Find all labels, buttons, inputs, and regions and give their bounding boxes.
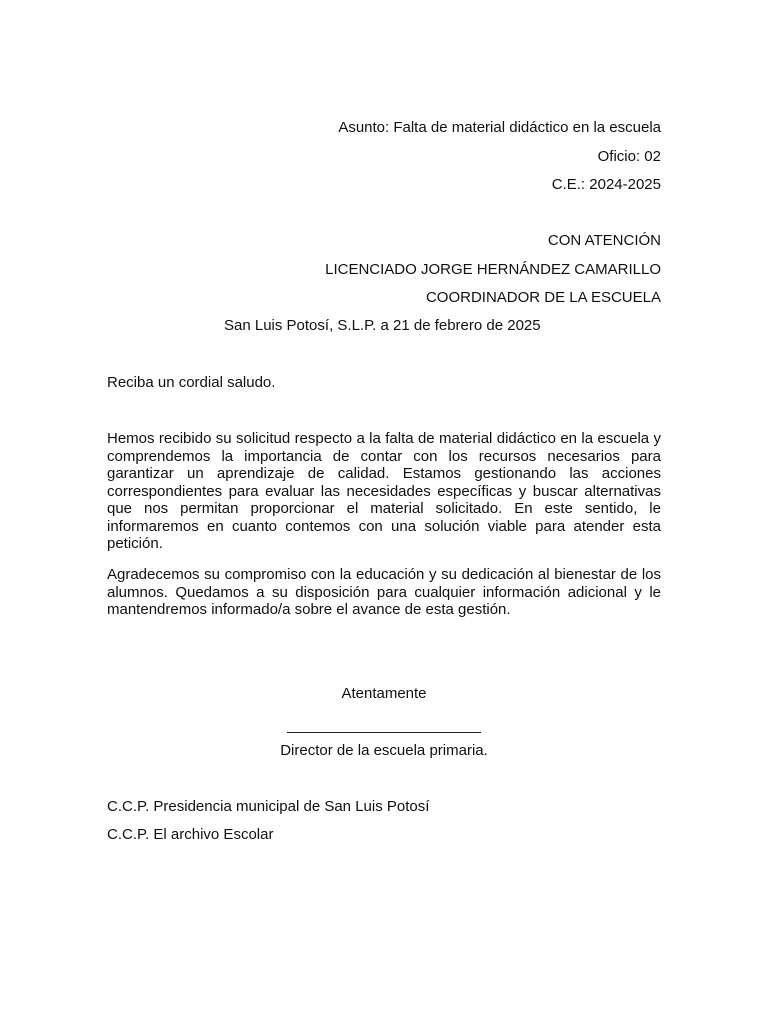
school-cycle: C.E.: 2024-2025 [551, 176, 661, 193]
office-number: Oficio: 02 [597, 148, 661, 165]
ccp-item-2: C.C.P. El archivo Escolar [107, 826, 274, 843]
recipient-position: COORDINADOR DE LA ESCUELA [425, 289, 661, 306]
closing: Atentamente [341, 685, 427, 702]
signature-line [287, 732, 481, 733]
greeting: Reciba un cordial saludo. [107, 374, 276, 391]
signer-title: Director de la escuela primaria. [280, 742, 488, 759]
recipient-name: LICENCIADO JORGE HERNÁNDEZ CAMARILLO [325, 261, 661, 278]
attention-line: CON ATENCIÓN [547, 232, 661, 249]
ccp-item-1: C.C.P. Presidencia municipal de San Luis Potosí [107, 798, 430, 815]
body-paragraph-1: Hemos recibido su solicitud respecto a la falta de material didáctico en la escuela y comprendemos la importancia de contar con los recursos necesarios para garantizar un aprendizaje de calidad. Estamos gestionando las acciones correspondientes para evaluar las necesidades específicas y buscar alternativas que nos permitan proporcionar el material solicitado. En este sentido, le informaremos en cuanto contemos con una solución viable para atender esta petición. [107, 430, 661, 552]
body-paragraph-2: Agradecemos su compromiso con la educación y su dedicación al bienestar de los alumnos. Quedamos a su disposición para cualquier información adicional y le mantendremos informado/a sobre el avance de esta gestión. [107, 566, 661, 618]
subject-line: Asunto: Falta de material didáctico en la escuela [338, 119, 661, 136]
place-date: San Luis Potosí, S.L.P. a 21 de febrero de 2025 [224, 317, 541, 334]
